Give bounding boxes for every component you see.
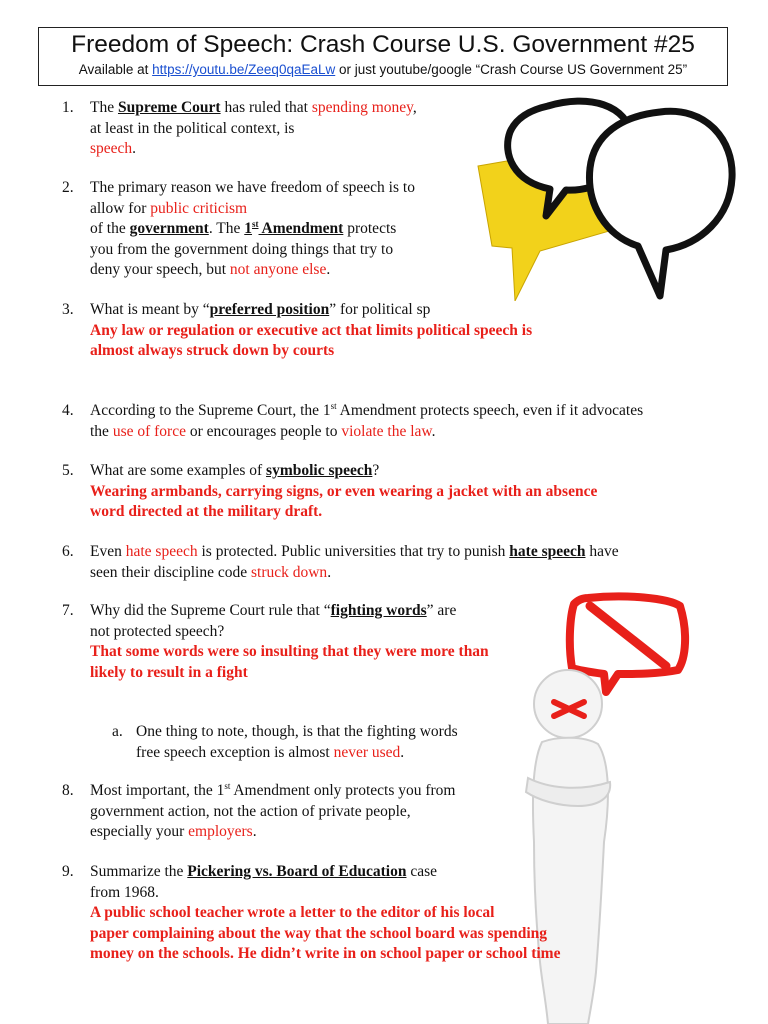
question-number: a. (112, 723, 123, 740)
text: from 1968. (90, 883, 159, 901)
text: Summarize the (90, 863, 188, 880)
answer-violate-the-law: violate the law (341, 422, 432, 440)
answer-line: That some words were so insulting that they were more than (90, 643, 489, 660)
text: you from the government doing things that try to (90, 240, 394, 258)
superscript: st (224, 780, 231, 791)
text: ” are (426, 602, 457, 619)
text: . (431, 422, 436, 440)
text: . (326, 261, 331, 278)
question-number: 1. (62, 99, 74, 116)
text: at least in the political context, is (90, 119, 295, 137)
available-suffix: or just youtube/google “Crash Course US Government 25” (335, 62, 688, 77)
figure-head (534, 670, 602, 738)
answer-spending-money: spending money (311, 99, 413, 116)
text: is protected. Public universities that try to punish (197, 543, 510, 560)
answer-struck-down: struck down (250, 563, 328, 581)
text: The (90, 99, 118, 116)
text: has ruled that (220, 99, 312, 116)
question-number: 6. (62, 543, 74, 560)
header-box (38, 27, 728, 86)
text: Amendment only protects you from (230, 782, 456, 799)
answer-line: word directed at the military draft. (90, 503, 323, 520)
term-supreme-court: Supreme Court (117, 99, 221, 116)
text: . (327, 563, 332, 581)
text: not protected speech? (90, 622, 225, 640)
text: . (132, 140, 137, 157)
text: ? (372, 462, 380, 479)
video-link[interactable]: https://youtu.be/Zeeq0qaEaLw (152, 62, 336, 77)
question-number: 3. (62, 301, 74, 318)
text: deny your speech, but (90, 261, 230, 278)
text: What are some examples of (90, 462, 267, 479)
text: have (585, 543, 619, 560)
term-hate-speech: hate speech (509, 543, 586, 560)
text: of the (90, 220, 130, 237)
text: government action, not the action of private people, (90, 802, 411, 820)
question-number: 9. (62, 863, 74, 880)
answer-line: Any law or regulation or executive act that limits political speech is (90, 321, 533, 339)
term-pickering-case: Pickering vs. Board of Education (187, 863, 407, 880)
text: Even (90, 543, 126, 560)
text: Most important, the 1 (90, 782, 225, 799)
text: especially your (90, 823, 189, 840)
text: or encourages people to (185, 422, 342, 440)
text: . (252, 823, 257, 840)
answer-line: money on the schools. He didn’t write in on school paper or school time (90, 945, 561, 962)
question-number: 8. (62, 782, 74, 799)
superscript: st (330, 400, 337, 411)
question-number: 4. (62, 402, 74, 419)
term-amendment: Amendment (258, 220, 344, 237)
answer-speech: speech (90, 140, 133, 157)
text: One thing to note, though, is that the fighting words (136, 723, 458, 740)
text: protects (343, 220, 397, 237)
text: seen their discipline code (90, 563, 251, 581)
bubble-right (589, 111, 732, 296)
answer-hate-speech: hate speech (125, 543, 198, 560)
text: , (412, 99, 417, 116)
page-title: Freedom of Speech: Crash Course U.S. Government #25 (71, 31, 695, 58)
available-prefix: Available at (78, 62, 153, 77)
text: . (400, 743, 405, 761)
speech-bubble-illustration (470, 96, 738, 301)
answer-public-criticism: public criticism (150, 199, 248, 217)
header-subtitle (39, 60, 727, 80)
term-preferred-position: preferred position (209, 301, 330, 318)
term-1st: 1 (244, 220, 253, 237)
text: . The (208, 220, 245, 237)
answer-line: likely to result in a fight (90, 663, 248, 681)
term-government: government (129, 220, 209, 237)
answer-never-used: never used (333, 743, 401, 761)
answer-not-anyone-else: not anyone else (229, 261, 327, 278)
answer-use-of-force: use of force (112, 422, 186, 440)
text: the (90, 422, 113, 440)
text: free speech exception is almost (136, 743, 334, 761)
superscript: st (252, 218, 259, 229)
answer-line: almost always struck down by courts (90, 342, 335, 359)
answer-employers: employers (188, 823, 253, 840)
term-symbolic-speech: symbolic speech (266, 462, 373, 479)
answer-line: paper complaining about the way that the school board was spending (90, 924, 548, 942)
answer-line: Wearing armbands, carrying signs, or even wearing a jacket with an absence (90, 482, 598, 500)
question-number: 5. (62, 462, 74, 479)
text: case (406, 863, 437, 880)
answer-line: A public school teacher wrote a letter to the editor of his local (90, 904, 495, 921)
text: ” for political sp (329, 301, 431, 318)
text: According to the Supreme Court, the 1 (90, 402, 331, 419)
term-fighting-words: fighting words (330, 602, 427, 619)
text: Why did the Supreme Court rule that “ (90, 602, 331, 619)
text: The primary reason we have freedom of speech is to (90, 179, 415, 196)
text: What is meant by “ (90, 301, 210, 318)
text: Amendment protects speech, even if it advocates (336, 402, 644, 419)
question-number: 7. (62, 602, 74, 619)
question-number: 2. (62, 179, 74, 196)
text: allow for (90, 199, 151, 217)
